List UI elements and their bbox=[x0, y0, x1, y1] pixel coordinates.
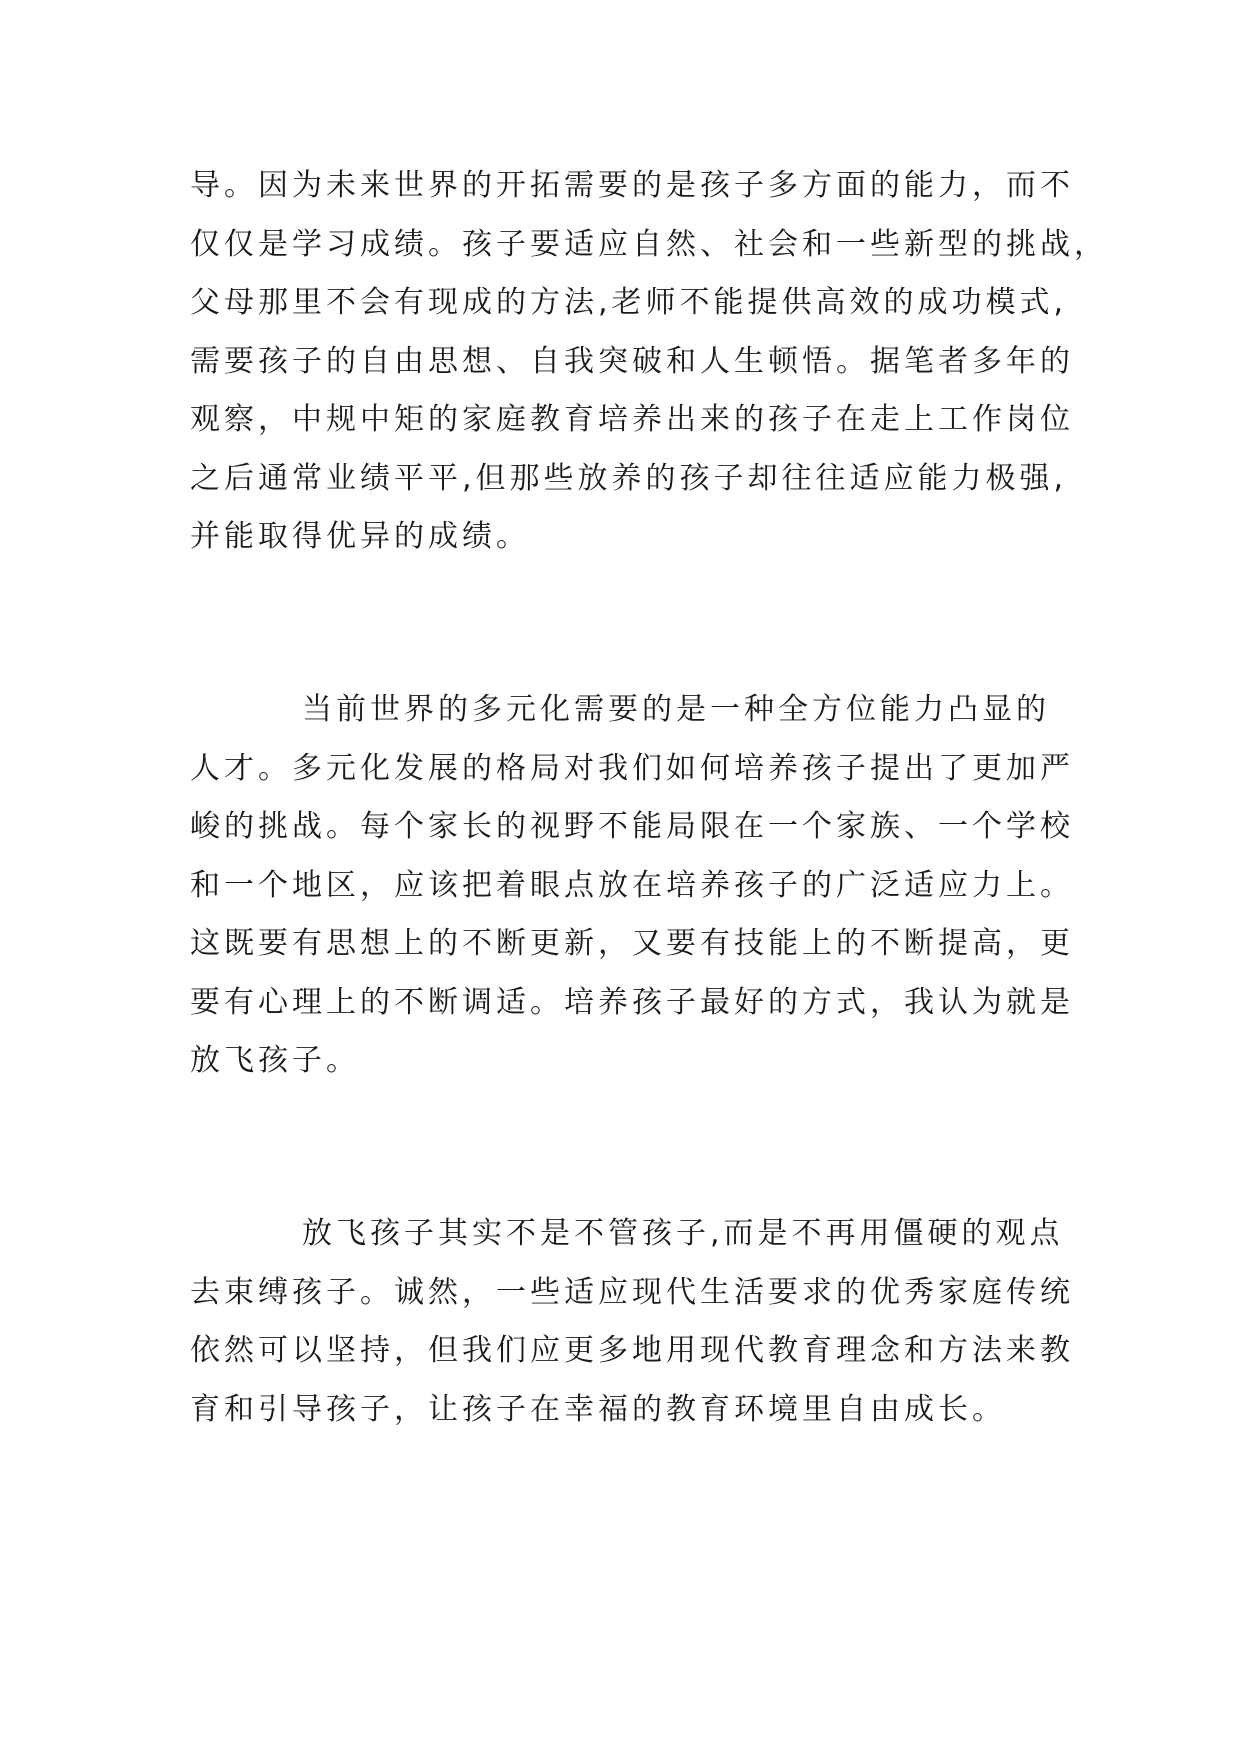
text-line: 之后通常业绩平平,但那些放养的孩子却往往适应能力极强, bbox=[190, 460, 1068, 496]
text-line: 这既要有思想上的不断更新，又要有技能上的不断提高，更 bbox=[190, 926, 1074, 961]
text-line: 和一个地区，应该把着眼点放在培养孩子的广泛适应力上。 bbox=[190, 867, 1074, 903]
text-line: 去束缚孩子。诚然，一些适应现代生活要求的优秀家庭传统 bbox=[190, 1274, 1074, 1310]
text-line: 仅仅是学习成绩。孩子要适应自然、社会和一些新型的挑战， bbox=[190, 226, 1108, 262]
paragraph bbox=[190, 157, 1108, 567]
text-line: 人才。多元化发展的格局对我们如何培养孩子提出了更加严 bbox=[190, 750, 1074, 786]
text-line: 峻的挑战。每个家长的视野不能局限在一个家族、一个学校 bbox=[190, 809, 1074, 844]
text-line: 导。因为未来世界的开拓需要的是孩子多方面的能力，而不 bbox=[190, 168, 1074, 203]
text-line: 依然可以坚持，但我们应更多地用现代教育理念和方法来教 bbox=[190, 1333, 1074, 1368]
text-line: 当前世界的多元化需要的是一种全方位能力凸显的 bbox=[302, 692, 1050, 727]
paragraph bbox=[190, 681, 1090, 1091]
text-line: 观察，中规中矩的家庭教育培养出来的孩子在走上工作岗位 bbox=[190, 402, 1074, 437]
text-line: 并能取得优异的成绩。 bbox=[190, 519, 530, 554]
text-line: 育和引导孩子，让孩子在幸福的教育环境里自由成长。 bbox=[190, 1391, 1006, 1427]
text-line: 放飞孩子其实不是不管孩子,而是不再用僵硬的观点 bbox=[302, 1216, 1064, 1251]
text-line: 放飞孩子。 bbox=[190, 1043, 360, 1078]
text-line: 要有心理上的不断调适。培养孩子最好的方式，我认为就是 bbox=[190, 984, 1074, 1020]
text-line: 父母那里不会有现成的方法,老师不能提供高效的成功模式, bbox=[190, 285, 1068, 320]
paragraph bbox=[190, 1205, 1090, 1439]
text-line: 需要孩子的自由思想、自我突破和人生顿悟。据笔者多年的 bbox=[190, 343, 1074, 379]
